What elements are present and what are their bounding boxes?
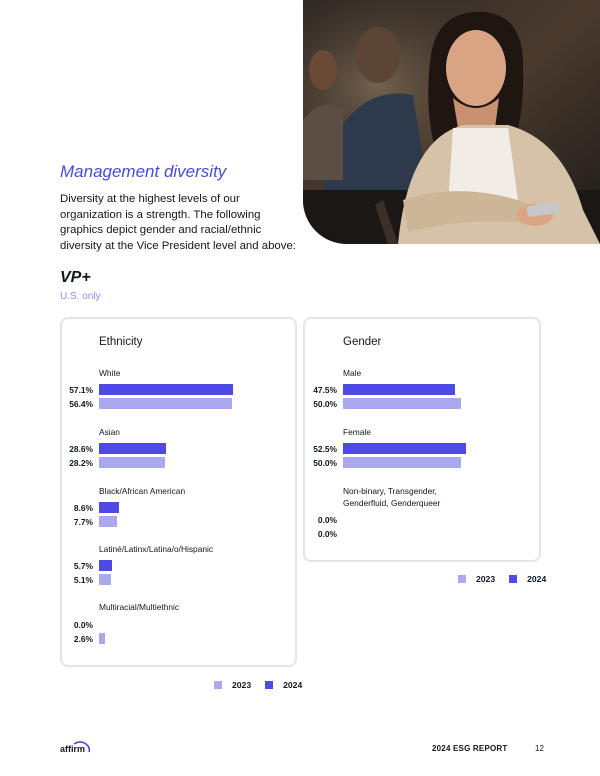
legend-label-2023: 2023 bbox=[476, 574, 496, 584]
bar-2024 bbox=[343, 384, 455, 395]
affirm-logo-mark bbox=[60, 740, 90, 754]
bar-2024 bbox=[343, 443, 466, 454]
bar-2024 bbox=[99, 443, 166, 454]
value-label-2024: 0.0% bbox=[317, 515, 337, 525]
ethnicity-legend bbox=[214, 680, 302, 690]
gender-legend bbox=[458, 574, 546, 584]
legend-swatch-2024 bbox=[509, 575, 517, 583]
value-label-2023: 56.4% bbox=[69, 399, 93, 409]
value-label-2023: 50.0% bbox=[313, 399, 337, 409]
category-label: Female bbox=[343, 427, 371, 437]
bar-2023 bbox=[99, 574, 111, 585]
gender-card bbox=[303, 317, 541, 562]
value-label-2023: 50.0% bbox=[313, 458, 337, 468]
category-label: Black/African American bbox=[99, 486, 186, 496]
scope-note: U.S. only bbox=[60, 291, 101, 302]
legend-label-2024: 2024 bbox=[527, 574, 547, 584]
value-label-2023: 7.7% bbox=[73, 517, 93, 527]
legend-swatch-2023 bbox=[214, 681, 222, 689]
category-label: Asian bbox=[99, 427, 120, 437]
affirm-logo bbox=[60, 740, 90, 759]
legend-swatch-2023 bbox=[458, 575, 466, 583]
value-label-2024: 47.5% bbox=[313, 385, 337, 395]
value-label-2024: 52.5% bbox=[313, 444, 337, 454]
category-label: Multiracial/Multiethnic bbox=[99, 602, 180, 612]
category-label: Latiné/Latinx/Latina/o/Hispanic bbox=[99, 544, 214, 554]
ethnicity-chart-title: Ethnicity bbox=[99, 336, 143, 348]
category-label: Male bbox=[343, 368, 362, 378]
woman-with-phone-image bbox=[303, 0, 600, 244]
section-title: Management diversity bbox=[60, 162, 227, 181]
bar-2023 bbox=[99, 398, 232, 409]
value-label-2023: 28.2% bbox=[69, 458, 93, 468]
value-label-2024: 5.7% bbox=[73, 561, 93, 571]
value-label-2024: 57.1% bbox=[69, 385, 93, 395]
gender-chart-title: Gender bbox=[343, 336, 382, 348]
category-label: White bbox=[99, 368, 121, 378]
footer-report-title: 2024 ESG REPORT bbox=[432, 744, 508, 753]
legend-swatch-2024 bbox=[265, 681, 273, 689]
value-label-2024: 28.6% bbox=[69, 444, 93, 454]
value-label-2024: 8.6% bbox=[73, 503, 93, 513]
bar-2024 bbox=[99, 384, 233, 395]
affirm-logo-text: affirm bbox=[60, 744, 86, 754]
bar-2023 bbox=[99, 633, 105, 644]
value-label-2023: 0.0% bbox=[317, 529, 337, 539]
vp-heading: VP+ bbox=[60, 269, 91, 286]
bar-2023 bbox=[99, 457, 165, 468]
hero-photo bbox=[303, 0, 600, 244]
bar-2024 bbox=[99, 502, 119, 513]
value-label-2023: 2.6% bbox=[73, 634, 93, 644]
page-number: 12 bbox=[535, 744, 544, 753]
legend-label-2023: 2023 bbox=[232, 680, 252, 690]
category-label: Non-binary, Transgender, Genderfluid, Genderqueer bbox=[343, 486, 441, 508]
value-label-2024: 0.0% bbox=[73, 620, 93, 630]
intro-paragraph: Diversity at the highest levels of our organization is a strength. The following graphics depict gender and racial/ethnic diversity at the Vice President level and above: bbox=[60, 193, 296, 252]
bar-2024 bbox=[99, 560, 112, 571]
bar-2023 bbox=[343, 457, 461, 468]
legend-label-2024: 2024 bbox=[283, 680, 303, 690]
value-label-2023: 5.1% bbox=[73, 575, 93, 585]
bar-2023 bbox=[99, 516, 117, 527]
bar-2023 bbox=[343, 398, 461, 409]
